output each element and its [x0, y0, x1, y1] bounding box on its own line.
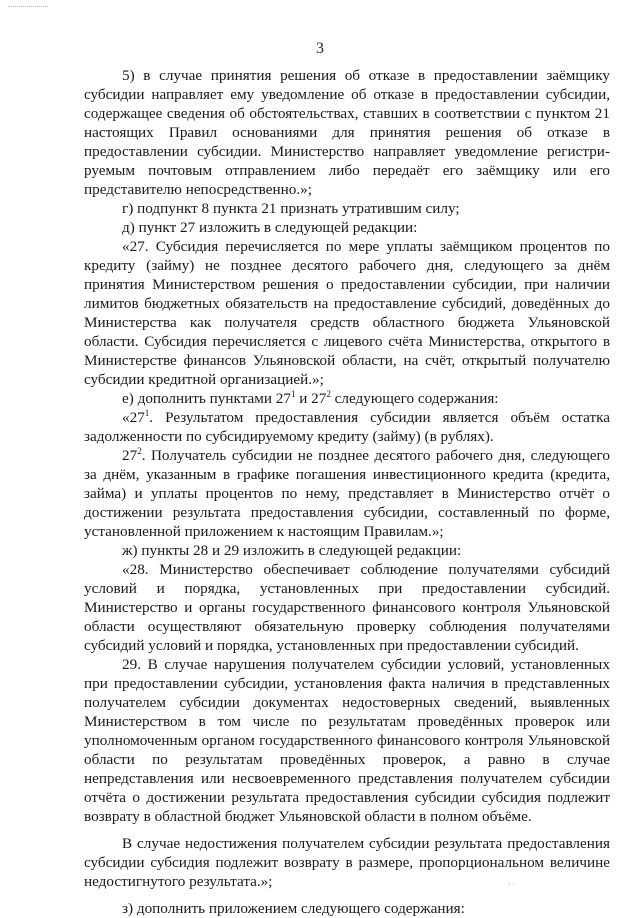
paragraph-subpoint-e	[84, 389, 610, 408]
paragraph-subpoint-z: з) дополнить приложением следующего содержания:	[122, 900, 465, 917]
paragraph-subpoint-zh: ж) пункты 28 и 29 изложить в следующей редакции:	[122, 542, 462, 559]
paragraph-point-27-2-text: . Получатель субсидии не позднее десятого рабочего дня, следующего за днём, указанным в графике погашения инвестиционного кредита (кредита, займа) и уплаты процентов по нему, представляет в Министерство отчёт о достижении результата предоставления субсидии, составленный по форме, установленной приложением к настоящим Правилам.»;	[84, 447, 610, 540]
paragraph-point-27-1-text: . Результатом предоставления субсидии является объём остатка задолженности по субсидируемому кредиту (займу) (в рублях).	[84, 409, 610, 445]
paragraph-item-5: 5) в случае принятия решения об отказе в предоставлении заёмщику субсидии направляет ему уведомление об отказе в предоставлении субсидии, содержащее сведения об обстоятельствах, ставших в соответствии с пунктом 21 настоящих Правил основаниями для принятия решения об отказе в предоставлении субсидии. Министерство направляет уведомление регистрируемым почтовым отправлением либо передаёт его заёмщику или его представителю непосредственно.»;	[84, 67, 610, 198]
scan-corner-mark	[8, 6, 48, 10]
paragraph-subpoint-d: д) пункт 27 изложить в следующей редакции:	[122, 219, 418, 236]
superscript-1: 1	[290, 389, 296, 399]
paragraph-point-27-2-number: 27	[122, 447, 138, 464]
paragraph-point-28: «28. Министерство обеспечивает соблюдение получателями субсидий условий и порядка, установленных при предоставлении субсидий. Министерство и органы государственного финансового контроля Ульяновской области осуществляют обязательную проверку соблюдения получателями субсидий условий и порядка, установленных при предоставлении субсидий.	[84, 561, 610, 654]
paragraph-point-27-1	[84, 408, 610, 446]
superscript-1: 1	[144, 408, 150, 418]
superscript-2: 2	[137, 446, 142, 456]
paragraph-subpoint-g: г) подпункт 8 пункта 21 признать утратившим силу;	[122, 200, 460, 217]
paragraph-subpoint-e-text-2: и 27	[295, 390, 327, 407]
paragraph-point-29: 29. В случае нарушения получателем субсидии условий, установленных при предоставлении субсидии, установления факта наличия в представленных получателем субсидии документах недостоверных сведений, выявленных Министерством в том числе по результатам проведённых проверок или уполномоченным органом государственного финансового контроля Ульяновской области по результатам проведённых проверок, а равно в случае непредставления или несвоевременного представления получателем субсидии отчёта о достижении результата предоставления субсидии субсидия подлежит возврату в областной бюджет Ульяновской области в полном объёме.	[84, 656, 610, 825]
paragraph-non-achievement: В случае недостижения получателем субсидии результата предоставления субсидии субсидия подлежит возврату в размере, пропорциональном величине недостигнутого результата.»;	[84, 835, 610, 890]
superscript-2: 2	[326, 389, 331, 399]
paragraph-point-27-1-number: «27	[122, 409, 145, 426]
paragraph-subpoint-e-text-1: е) дополнить пунктами 27	[122, 390, 291, 407]
paragraph-subpoint-e-text-3: следующего содержания:	[330, 390, 499, 407]
page-number: 3	[316, 40, 324, 57]
paragraph-point-27: «27. Субсидия перечисляется по мере уплаты заёмщиком процентов по кредиту (займу) не позднее десятого рабочего дня, следующего за днём принятия Министерством решения о предоставлении субсидии, при наличии лимитов бюджетных обязательств на предоставление субсидий, доведённых до Министерства как получателя средств областного бюджета Ульяновской области. Субсидия перечисляется с лицевого счёта Министерства, открытого в Министерстве финансов Ульяновской области, на счёт, открытый получателю субсидии кредитной организацией.»;	[84, 238, 610, 388]
scan-artifact: · ·	[508, 880, 516, 889]
document-body	[84, 66, 610, 918]
paragraph-point-27-2	[84, 446, 610, 541]
